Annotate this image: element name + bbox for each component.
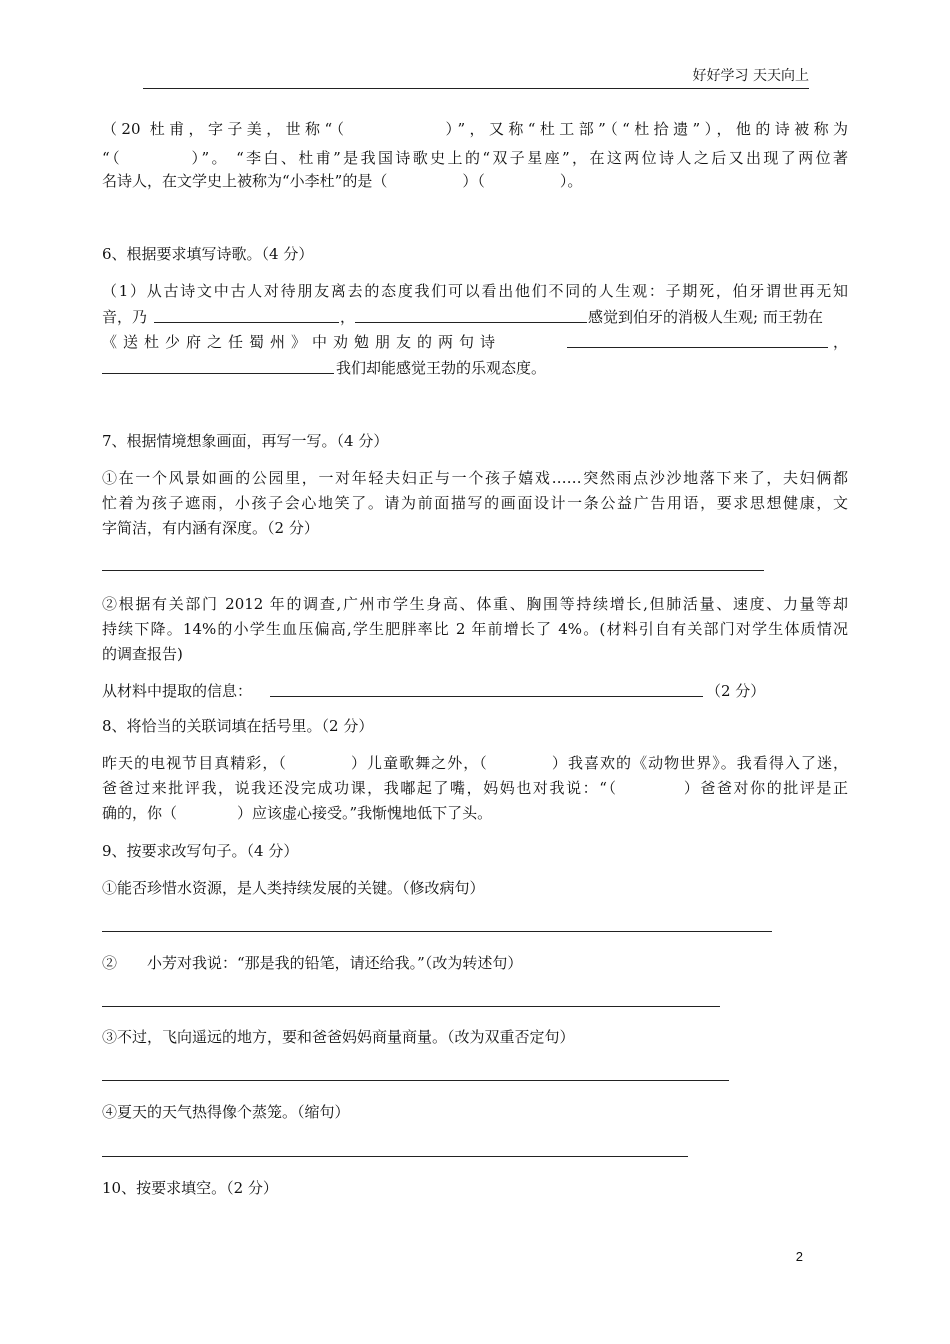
q9-sentence-2: ② 小芳对我说：“那是我的铅笔，请还给我。”（改为转述句） [102, 954, 523, 972]
q7-extract-score: （2 分） [706, 682, 766, 700]
q8-line-2: 爸爸过来批评我，说我还没完成功课，我嘟起了嘴，妈妈也对我说：“（ ）爸爸对你的批评是正 [102, 779, 848, 797]
q7-p2-line-1: ②根据有关部门 2012 年的调查,广州市学生身高、体重、胸围等持续增长,但肺活量、速度、力量等却 [102, 595, 848, 613]
q9-sentence-1: ①能否珍惜水资源，是人类持续发展的关键。（修改病句） [102, 879, 485, 897]
q6-line-2-end: 感觉到伯牙的消极人生观; 而王勃在 [588, 308, 823, 326]
q6-line-1: （1）从古诗文中古人对待朋友离去的态度我们可以看出他们不同的人生观：子期死，伯牙谓世再无知 [102, 282, 848, 300]
q6-line-3-comma: ， [833, 333, 849, 351]
q5-line-1: （20 杜甫，字子美，世称“（ ）”，又称“杜工部”（“杜拾遗”），他的诗被称为 [102, 120, 848, 138]
q6-blank-2[interactable] [355, 322, 587, 323]
q9-answer-line-4[interactable] [102, 1156, 688, 1157]
q7-extract-blank[interactable] [270, 696, 703, 697]
q9-answer-line-2[interactable] [102, 1006, 720, 1007]
q6-title: 6、根据要求填写诗歌。（4 分） [102, 245, 314, 263]
q8-title: 8、将恰当的关联词填在括号里。（2 分） [102, 717, 374, 735]
q6-line-3-start: 《送杜少府之任蜀州》中劝勉朋友的两句诗 [102, 333, 502, 351]
q10-title: 10、按要求填空。（2 分） [102, 1179, 278, 1197]
q7-p1-line-3: 字简洁，有内涵有深度。（2 分） [102, 519, 319, 537]
q6-line-4: 我们却能感觉王勃的乐观态度。 [336, 359, 547, 377]
q9-answer-line-1[interactable] [102, 931, 772, 932]
q7-title: 7、根据情境想象画面，再写一写。（4 分） [102, 432, 389, 450]
q8-line-3: 确的，你（ ）应该虚心接受。”我惭愧地低下了头。 [102, 804, 493, 822]
q6-line-2-comma: ， [340, 308, 356, 326]
q9-title: 9、按要求改写句子。（4 分） [102, 842, 299, 860]
q7-p1-line-2: 忙着为孩子遮雨，小孩子会心地笑了。请为前面描写的画面设计一条公益广告用语，要求思想健康，文 [102, 494, 848, 512]
header-rule [143, 88, 809, 89]
q7-extract-label: 从材料中提取的信息： [102, 682, 253, 700]
q9-sentence-3: ③不过，飞向遥远的地方，要和爸爸妈妈商量商量。（改为双重否定句） [102, 1028, 575, 1046]
q6-blank-4[interactable] [102, 373, 334, 374]
header-motto: 好好学习 天天向上 [692, 68, 809, 84]
q9-answer-line-3[interactable] [102, 1080, 729, 1081]
q7-p1-line-1: ①在一个风景如画的公园里，一对年轻夫妇正与一个孩子嬉戏……突然雨点沙沙地落下来了，夫妇俩都 [102, 469, 848, 487]
q7-p2-line-3: 的调查报告) [102, 645, 183, 663]
q6-blank-3[interactable] [567, 347, 828, 348]
q8-line-1: 昨天的电视节目真精彩，（ ）儿童歌舞之外，（ ）我喜欢的《动物世界》。我看得入了迷， [102, 754, 848, 772]
q9-sentence-4: ④夏天的天气热得像个蒸笼。（缩句） [102, 1103, 350, 1121]
q7-answer-line-1[interactable] [102, 570, 764, 571]
q5-line-3: 名诗人，在文学史上被称为“小李杜”的是（ ）（ ）。 [102, 172, 583, 190]
q6-line-2-start: 音，乃 [102, 308, 148, 326]
q5-line-2: “（ ）”。 “李白、杜甫”是我国诗歌史上的“双子星座”，在这两位诗人之后又出现了两位著 [102, 149, 848, 167]
q6-blank-1[interactable] [154, 322, 339, 323]
q7-p2-line-2: 持续下降。14%的小学生血压偏高,学生肥胖率比 2 年前增长了 4%。(材料引自有关部门对学生体质情况 [102, 620, 848, 638]
page-number: 2 [795, 1249, 803, 1264]
